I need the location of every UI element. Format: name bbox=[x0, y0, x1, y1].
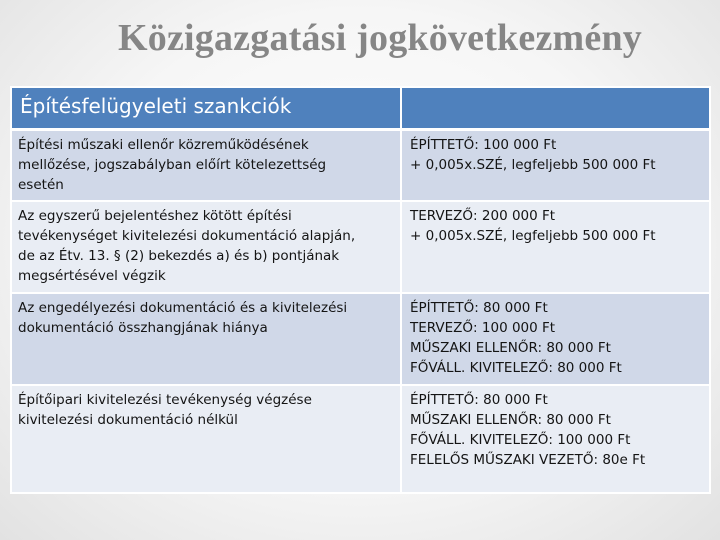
violation-cell bbox=[11, 201, 401, 293]
violation-line: mellőzése, jogszabályban előírt kötelezettség bbox=[18, 157, 327, 173]
penalty-line: ÉPÍTTETŐ: 80 000 Ft bbox=[410, 392, 548, 408]
penalty-cell bbox=[401, 293, 710, 385]
violation-line: de az Étv. 13. § (2) bekezdés a) és b) pontjának bbox=[18, 248, 340, 264]
violation-cell bbox=[11, 130, 401, 202]
penalty-line: TERVEZŐ: 100 000 Ft bbox=[410, 320, 556, 336]
table-row bbox=[11, 293, 710, 385]
sanctions-table bbox=[10, 86, 711, 494]
penalty-line: TERVEZŐ: 200 000 Ft bbox=[410, 208, 556, 224]
table-row bbox=[11, 385, 710, 493]
penalty-line: FELELŐS MŰSZAKI VEZETŐ: 80e Ft bbox=[410, 452, 646, 468]
slide-title: Közigazgatási jogkövetkezmény bbox=[118, 17, 642, 59]
penalty-line: FŐVÁLL. KIVITELEZŐ: 80 000 Ft bbox=[410, 360, 622, 376]
penalty-line: MŰSZAKI ELLENŐR: 80 000 Ft bbox=[410, 412, 611, 428]
table-row bbox=[11, 201, 710, 293]
table-row bbox=[11, 130, 710, 202]
header-cell-left: Építésfelügyeleti szankciók bbox=[11, 87, 401, 130]
violation-line: Az egyszerű bejelentéshez kötött építési bbox=[18, 208, 292, 224]
penalty-line: ÉPÍTTETŐ: 80 000 Ft bbox=[410, 300, 548, 316]
violation-line: dokumentáció összhangjának hiánya bbox=[18, 320, 268, 336]
violation-cell bbox=[11, 385, 401, 493]
table-header-row bbox=[11, 87, 710, 130]
violation-line: Az engedélyezési dokumentáció és a kivitelezési bbox=[18, 300, 348, 316]
violation-line: megsértésével végzik bbox=[18, 268, 166, 284]
violation-line: Építési műszaki ellenőr közreműködésének bbox=[18, 137, 309, 153]
penalty-line: FŐVÁLL. KIVITELEZŐ: 100 000 Ft bbox=[410, 432, 631, 448]
penalty-line: + 0,005x.SZÉ, legfeljebb 500 000 Ft bbox=[410, 157, 656, 173]
violation-cell bbox=[11, 293, 401, 385]
penalty-line: ÉPÍTTETŐ: 100 000 Ft bbox=[410, 137, 557, 153]
penalty-cell bbox=[401, 385, 710, 493]
penalty-cell bbox=[401, 130, 710, 202]
violation-line: kivitelezési dokumentáció nélkül bbox=[18, 412, 238, 428]
violation-line: Építőipari kivitelezési tevékenység végzése bbox=[18, 392, 312, 408]
violation-line: tevékenységet kivitelezési dokumentáció alapján, bbox=[18, 228, 356, 244]
violation-line: esetén bbox=[18, 177, 64, 193]
penalty-cell bbox=[401, 201, 710, 293]
penalty-line: MŰSZAKI ELLENŐR: 80 000 Ft bbox=[410, 340, 611, 356]
penalty-line: + 0,005x.SZÉ, legfeljebb 500 000 Ft bbox=[410, 228, 656, 244]
header-cell-right bbox=[401, 87, 710, 130]
